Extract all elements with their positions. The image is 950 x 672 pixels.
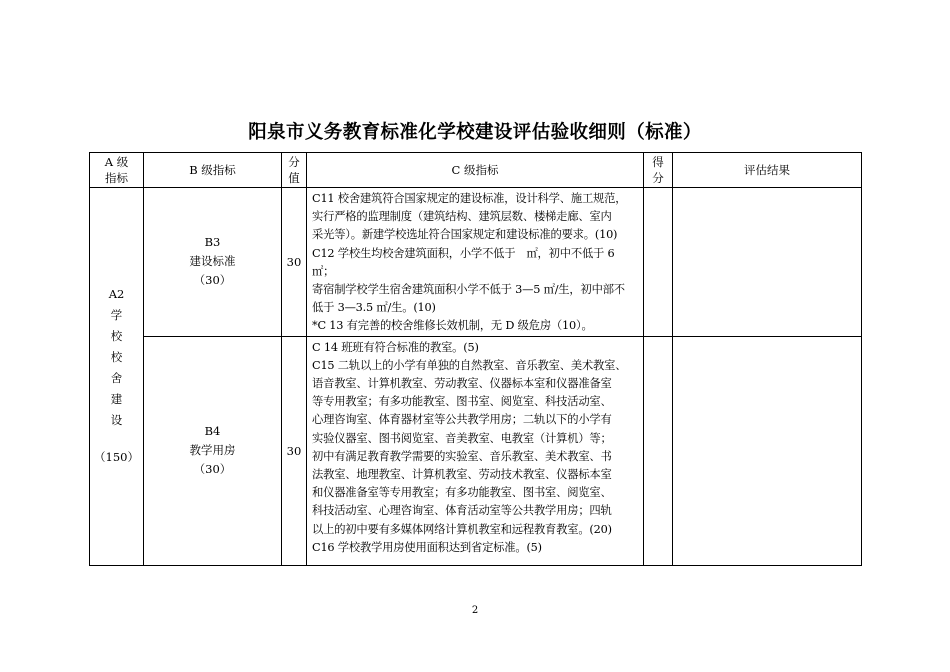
- a2-char: 设: [110, 413, 123, 428]
- header-got-line2: 分: [652, 171, 664, 185]
- b3-points: （30）: [193, 273, 232, 288]
- header-a-line2: 指标: [105, 171, 128, 185]
- header-a-line1: A 级: [104, 155, 129, 169]
- b4-score: 30: [282, 336, 307, 565]
- c-line: 等专用教室；有多功能教室、图书室、阅览室、科技活动室、: [312, 395, 612, 409]
- page-number: 2: [471, 605, 479, 616]
- c-line: 实行严格的监理制度（建筑结构、建筑层数、楼梯走廊、室内: [312, 210, 612, 224]
- table-row-b3: [90, 188, 862, 337]
- a2-char: 校: [110, 329, 123, 344]
- b4-name: 教学用房: [189, 443, 236, 458]
- c-line: 寄宿制学校学生宿舍建筑面积小学不低于 3—5 ㎡/生，初中部不: [312, 283, 625, 297]
- b4-result[interactable]: [673, 336, 862, 565]
- a2-char: 校: [110, 350, 123, 365]
- header-score-line1: 分: [288, 155, 300, 169]
- b4-got-score[interactable]: [644, 336, 673, 565]
- header-a-level: [90, 153, 144, 188]
- c-line: 低于 3—3.5 ㎡/生。(10): [312, 301, 436, 315]
- table-row-b4: [90, 336, 862, 565]
- c-line: 和仪器准备室等专用教室；有多功能教室、图书室、阅览室、: [312, 486, 612, 500]
- c-line: 心理咨询室、体育器材室等公共教学用房；二轨以下的小学有: [312, 413, 612, 427]
- c-line: 初中有满足教育教学需要的实验室、音乐教室、美术教室、书: [312, 449, 612, 463]
- a2-char: 舍: [110, 371, 123, 386]
- header-c-level: C 级指标: [307, 153, 644, 188]
- b4-points: （30）: [193, 462, 232, 477]
- b4-code: B4: [204, 424, 221, 439]
- c-line: C15 二轨以上的小学有单独的自然教室、音乐教室、美术教室、: [312, 358, 627, 372]
- b3-result[interactable]: [673, 188, 862, 337]
- b4-cell: [144, 336, 282, 565]
- c-line: 实验仪器室、图书阅览室、音美教室、电教室（计算机）等；: [312, 431, 612, 445]
- c-line: 采光等）。新建学校选址符合国家规定和建设标准的要求。(10): [312, 228, 618, 242]
- header-row: [90, 153, 862, 188]
- c-line: 以上的初中要有多媒体网络计算机教室和远程教育教室。(20): [312, 522, 612, 536]
- header-got-line1: 得: [652, 155, 664, 169]
- b3-code: B3: [204, 235, 221, 250]
- c-line: C16 学校教学用房使用面积达到省定标准。(5): [312, 540, 542, 554]
- b3-score: 30: [282, 188, 307, 337]
- b3-name: 建设标准: [189, 254, 236, 269]
- b3-got-score[interactable]: [644, 188, 673, 337]
- header-result: 评估结果: [673, 153, 862, 188]
- a2-char: 建: [110, 392, 123, 407]
- c-line: *C 13 有完善的校舍维修长效机制，无 D 级危房（10）。: [312, 319, 593, 333]
- c-line: 语音教室、计算机教室、劳动教室、仪器标本室和仪器准备室: [312, 377, 612, 391]
- b3-c-criteria: [307, 188, 644, 337]
- c-line: 法教室、地理教室、计算机教室、劳动技术教室、仪器标本室: [312, 468, 612, 482]
- evaluation-table: [89, 152, 862, 566]
- document-title: 阳泉市义务教育标准化学校建设评估验收细则（标准）: [248, 122, 702, 143]
- header-score: [282, 153, 307, 188]
- c-line: 科技活动室、心理咨询室、体育活动室等公共教学用房；四轨: [312, 504, 612, 518]
- header-b-level: B 级指标: [144, 153, 282, 188]
- c-line: C12 学校生均校舍建筑面积，小学不低于 ㎡，初中不低于 6 ㎡；: [312, 246, 615, 278]
- b3-cell: [144, 188, 282, 337]
- c-line: C 14 班班有符合标准的教室。(5): [312, 340, 479, 354]
- a2-char: 学: [110, 308, 123, 323]
- header-score-line2: 值: [288, 171, 300, 185]
- b4-c-criteria: [307, 336, 644, 565]
- header-got-score: [644, 153, 673, 188]
- a2-cell: [90, 188, 144, 566]
- a2-code: A2: [108, 287, 125, 302]
- c-line: C11 校舍建筑符合国家规定的建设标准，设计科学、施工规范，: [312, 192, 627, 205]
- a2-points: （150）: [94, 450, 139, 465]
